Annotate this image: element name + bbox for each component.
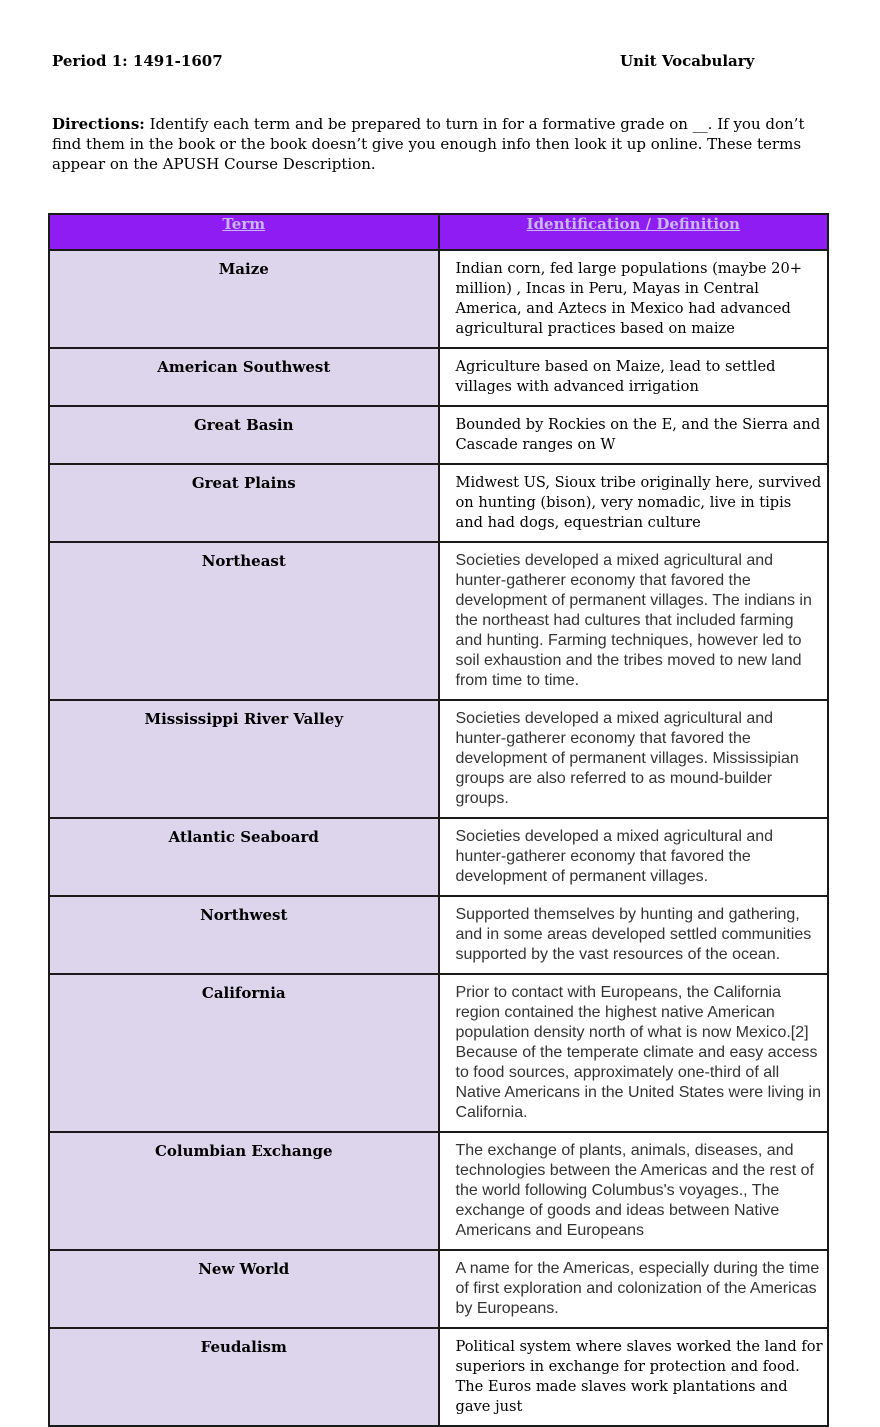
table-row: [49, 700, 828, 818]
definition-cell: Bounded by Rockies on the E, and the Sierra and Cascade ranges on W: [439, 406, 829, 464]
table-row: [49, 1132, 828, 1250]
table-row: [49, 542, 828, 700]
table-row: [49, 1328, 828, 1426]
term-cell: New World: [49, 1250, 439, 1328]
directions-label: Directions:: [52, 115, 145, 133]
definition-column-header: Identification / Definition: [439, 214, 829, 250]
definition-cell: Agriculture based on Maize, lead to settled villages with advanced irrigation: [439, 348, 829, 406]
table-header-row: [49, 214, 828, 250]
definition-cell: Societies developed a mixed agricultural and hunter-gatherer economy that favored the development of permanent villages. The indians in the northeast had cultures that included farming and hunting. Farming techniques, however led to soil exhaustion and the tribes moved to new land from time to time.: [439, 542, 829, 700]
vocabulary-table: [48, 213, 829, 1427]
definition-cell: Political system where slaves worked the land for superiors in exchange for protection and food. The Euros made slaves work plantations and gave just: [439, 1328, 829, 1426]
term-cell: Northeast: [49, 542, 439, 700]
definition-cell: Societies developed a mixed agricultural and hunter-gatherer economy that favored the development of permanent villages.: [439, 818, 829, 896]
term-cell: Maize: [49, 250, 439, 348]
term-cell: Feudalism: [49, 1328, 439, 1426]
definition-cell: Prior to contact with Europeans, the California region contained the highest native American population density north of what is now Mexico.[2] Because of the temperate climate and easy access to food sources, approximately one-third of all Native Americans in the United States were living in California.: [439, 974, 829, 1132]
term-cell: Great Basin: [49, 406, 439, 464]
term-cell: California: [49, 974, 439, 1132]
table-row: [49, 348, 828, 406]
table-row: [49, 406, 828, 464]
term-cell: Mississippi River Valley: [49, 700, 439, 818]
table-row: [49, 974, 828, 1132]
table-row: [49, 464, 828, 542]
definition-cell: A name for the Americas, especially during the time of first exploration and colonization of the Americas by Europeans.: [439, 1250, 829, 1328]
definition-cell: Societies developed a mixed agricultural and hunter-gatherer economy that favored the development of permanent villages. Mississipian groups are also referred to as mound-builder groups.: [439, 700, 829, 818]
period-title: Period 1: 1491-1607: [52, 52, 223, 70]
directions: [52, 114, 832, 174]
table-row: [49, 1250, 828, 1328]
term-cell: Great Plains: [49, 464, 439, 542]
table-row: [49, 896, 828, 974]
table-row: [49, 250, 828, 348]
definition-cell: Midwest US, Sioux tribe originally here, survived on hunting (bison), very nomadic, live in tipis and had dogs, equestrian culture: [439, 464, 829, 542]
directions-text: Identify each term and be prepared to turn in for a formative grade on __. If you don’t find them in the book or the book doesn’t give you enough info then look it up online. These terms appear on the APUSH Course Description.: [52, 115, 805, 173]
unit-title: Unit Vocabulary: [620, 52, 755, 70]
definition-cell: The exchange of plants, animals, diseases, and technologies between the Americas and the rest of the world following Columbus's voyages., The exchange of goods and ideas between Native Americans and Europeans: [439, 1132, 829, 1250]
term-cell: American Southwest: [49, 348, 439, 406]
term-cell: Northwest: [49, 896, 439, 974]
definition-cell: Indian corn, fed large populations (maybe 20+ million) , Incas in Peru, Mayas in Central America, and Aztecs in Mexico had advanced agricultural practices based on maize: [439, 250, 829, 348]
definition-cell: Supported themselves by hunting and gathering, and in some areas developed settled communities supported by the vast resources of the ocean.: [439, 896, 829, 974]
term-cell: Atlantic Seaboard: [49, 818, 439, 896]
term-column-header: Term: [49, 214, 439, 250]
term-cell: Columbian Exchange: [49, 1132, 439, 1250]
table-row: [49, 818, 828, 896]
